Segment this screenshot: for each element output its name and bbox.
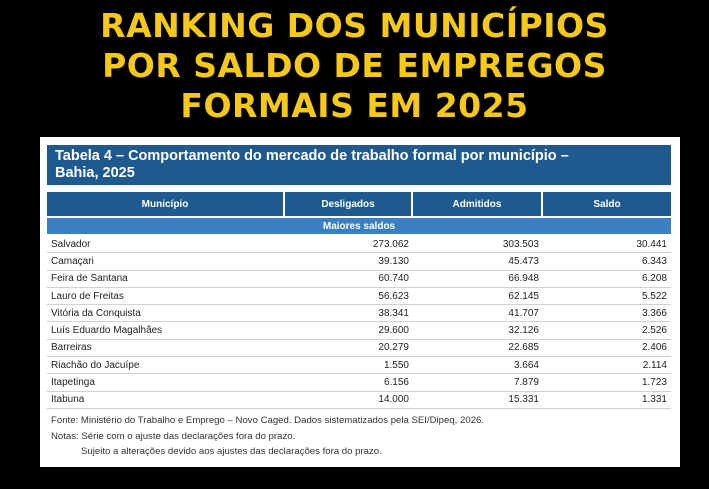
column-header-municipio: Município bbox=[47, 192, 285, 216]
headline-line-3: FORMAIS EM 2025 bbox=[180, 86, 529, 125]
cell-admitidos: 66.948 bbox=[508, 273, 539, 285]
cell-saldo: 6.343 bbox=[641, 255, 667, 267]
cell-municipio: Barreiras bbox=[51, 342, 92, 354]
table-title-line-2: Bahia, 2025 bbox=[55, 165, 135, 181]
section-header: Maiores saldos bbox=[47, 218, 671, 234]
footer-notes-2: Sujeito a alterações devido aos ajustes das declarações fora do prazo. bbox=[81, 446, 382, 457]
cell-admitidos: 15.331 bbox=[508, 394, 539, 406]
cell-admitidos: 41.707 bbox=[508, 307, 539, 319]
cell-municipio: Itapetinga bbox=[51, 377, 95, 389]
cell-desligados: 38.341 bbox=[378, 307, 409, 319]
cell-desligados: 1.550 bbox=[383, 359, 409, 371]
headline-line-2: POR SALDO DE EMPREGOS bbox=[102, 46, 607, 85]
table-row bbox=[47, 322, 671, 339]
cell-municipio: Riachão do Jacuípe bbox=[51, 359, 140, 371]
cell-saldo: 30.441 bbox=[636, 238, 667, 250]
cell-desligados: 20.279 bbox=[378, 342, 409, 354]
column-header-saldo: Saldo bbox=[543, 192, 671, 216]
cell-admitidos: 22.685 bbox=[508, 342, 539, 354]
cell-desligados: 39.130 bbox=[378, 255, 409, 267]
cell-desligados: 29.600 bbox=[378, 325, 409, 337]
table-header bbox=[47, 192, 671, 216]
cell-saldo: 6.208 bbox=[641, 273, 667, 285]
cell-desligados: 60.740 bbox=[378, 273, 409, 285]
cell-municipio: Salvador bbox=[51, 238, 91, 250]
cell-municipio: Feira de Santana bbox=[51, 273, 128, 285]
cell-municipio: Itabuna bbox=[51, 394, 85, 406]
cell-saldo: 2.114 bbox=[642, 359, 667, 371]
table-title bbox=[47, 145, 671, 185]
cell-saldo: 5.522 bbox=[641, 290, 667, 302]
table-row bbox=[47, 253, 671, 270]
cell-desligados: 56.623 bbox=[378, 290, 409, 302]
table-row bbox=[47, 288, 671, 305]
table-row bbox=[47, 271, 671, 288]
cell-admitidos: 62.145 bbox=[508, 290, 539, 302]
cell-desligados: 6.156 bbox=[383, 377, 409, 389]
cell-saldo: 3.366 bbox=[641, 307, 667, 319]
cell-admitidos: 3.664 bbox=[513, 359, 539, 371]
cell-municipio: Camaçari bbox=[51, 255, 94, 267]
table-row bbox=[47, 236, 671, 253]
cell-admitidos: 45.473 bbox=[508, 255, 539, 267]
column-header-admitidos: Admitidos bbox=[413, 192, 543, 216]
cell-desligados: 14.000 bbox=[378, 394, 409, 406]
footer-source: Fonte: Ministério do Trabalho e Emprego – Novo Caged. Dados sistematizados pela SEI/Dipeq, 2026. bbox=[51, 415, 485, 426]
headline-line-1: RANKING DOS MUNICÍPIOS bbox=[100, 6, 609, 45]
table-row bbox=[47, 374, 671, 391]
table-row bbox=[47, 392, 671, 409]
table-body bbox=[47, 236, 671, 409]
cell-saldo: 2.406 bbox=[641, 342, 667, 354]
table-title-line-1: Tabela 4 – Comportamento do mercado de trabalho formal por município – bbox=[55, 148, 569, 164]
cell-municipio: Vitória da Conquista bbox=[51, 307, 141, 319]
cell-municipio: Luís Eduardo Magalhães bbox=[51, 325, 163, 337]
cell-saldo: 1.723 bbox=[641, 377, 667, 389]
table-row bbox=[47, 357, 671, 374]
cell-saldo: 1.331 bbox=[641, 394, 667, 406]
cell-saldo: 2.526 bbox=[641, 325, 667, 337]
table-row bbox=[47, 305, 671, 322]
headline bbox=[0, 6, 709, 126]
cell-admitidos: 7.879 bbox=[513, 377, 539, 389]
table-row bbox=[47, 340, 671, 357]
cell-municipio: Lauro de Freitas bbox=[51, 290, 124, 302]
footer-notes: Notas: Série com o ajuste das declarações fora do prazo. bbox=[51, 430, 296, 442]
cell-desligados: 273.062 bbox=[372, 238, 409, 250]
table-footer bbox=[51, 413, 671, 460]
cell-admitidos: 32.126 bbox=[508, 325, 539, 337]
cell-admitidos: 303.503 bbox=[502, 238, 539, 250]
table-card bbox=[40, 137, 680, 467]
column-header-desligados: Desligados bbox=[285, 192, 413, 216]
